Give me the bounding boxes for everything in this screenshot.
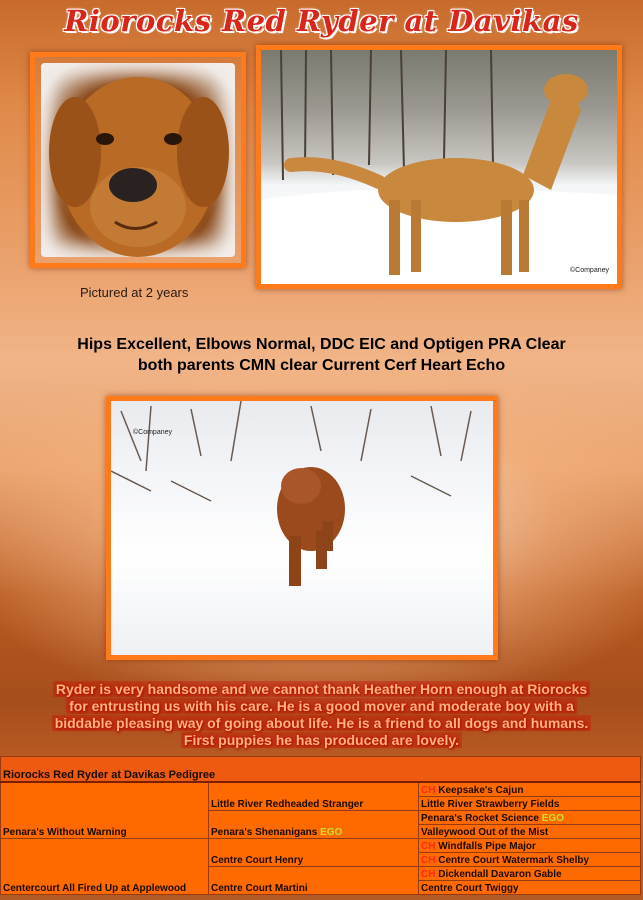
standing-dog-illustration bbox=[261, 50, 617, 284]
description-line-4: First puppies he has produced are lovely. bbox=[181, 732, 462, 748]
pedigree-g3-6: CH Centre Court Watermark Shelby bbox=[419, 853, 641, 867]
photo-watermark: ©Companey bbox=[133, 429, 173, 436]
pedigree-heading: Riorocks Red Ryder at Davikas Pedigree bbox=[1, 757, 641, 783]
photo-caption: Pictured at 2 years bbox=[80, 285, 189, 300]
pedigree-sire-dam: Penara's Shenanigans EGO bbox=[209, 811, 419, 839]
photo-watermark: ©Companey bbox=[569, 267, 609, 274]
pedigree-g3-4: Valleywood Out of the Mist bbox=[419, 825, 641, 839]
description-line-2: for entrusting us with his care. He is a good mover and moderate boy with a bbox=[66, 698, 577, 714]
dog-walking-photo bbox=[106, 396, 498, 660]
description-line-3: biddable pleasing way of going about life. He is a friend to all dogs and humans. bbox=[52, 715, 592, 731]
pedigree-dam: Centercourt All Fired Up at Applewood bbox=[1, 839, 209, 895]
dog-standing-photo bbox=[256, 45, 622, 289]
pedigree-sire-sire: Little River Redheaded Stranger bbox=[209, 782, 419, 811]
pedigree-dam-dam: Centre Court Martini bbox=[209, 867, 419, 895]
pedigree-g3-7: CH Dickendall Davaron Gable bbox=[419, 867, 641, 881]
pedigree-g3-1: CH Keepsake's Cajun bbox=[419, 782, 641, 797]
champion-title: CH bbox=[421, 841, 436, 852]
dog-portrait-photo bbox=[30, 52, 246, 268]
health-line-2: both parents CMN clear Current Cerf Heart Echo bbox=[137, 357, 506, 374]
walking-dog-illustration bbox=[111, 401, 493, 655]
pedigree-g3-2: Little River Strawberry Fields bbox=[419, 797, 641, 811]
dog-face-illustration bbox=[35, 57, 241, 263]
ego-tag: EGO bbox=[320, 827, 343, 838]
ego-tag: EGO bbox=[541, 813, 565, 824]
page-title: Riorocks Red Ryder at Davikas bbox=[64, 4, 579, 38]
champion-title: CH bbox=[421, 785, 436, 796]
pedigree-g3-3: Penara's Rocket Science EGO bbox=[419, 811, 641, 825]
pedigree-sire: Penara's Without Warning bbox=[1, 782, 209, 839]
health-line-1: Hips Excellent, Elbows Normal, DDC EIC and Optigen PRA Clear bbox=[77, 336, 566, 353]
description-line-1: Ryder is very handsome and we cannot thank Heather Horn enough at Riorocks bbox=[53, 681, 590, 697]
pedigree-dam-sire: Centre Court Henry bbox=[209, 839, 419, 867]
pedigree-g3-8: Centre Court Twiggy bbox=[419, 881, 641, 895]
health-clearances bbox=[0, 334, 643, 376]
champion-title: CH bbox=[421, 869, 436, 880]
dog-description bbox=[8, 681, 635, 749]
pedigree-table bbox=[0, 756, 641, 895]
champion-title: CH bbox=[421, 855, 436, 866]
pedigree-g3-5: CH Windfalls Pipe Major bbox=[419, 839, 641, 853]
